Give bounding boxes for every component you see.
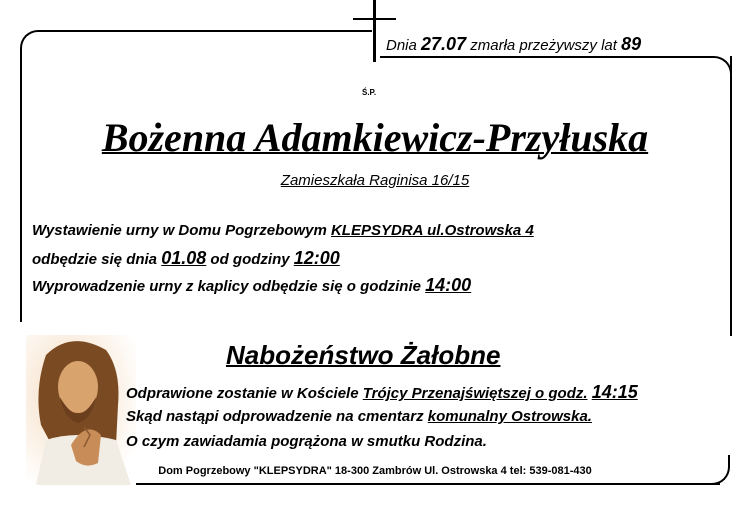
service-line1-prefix: Odprawione zostanie w Kościele	[126, 385, 359, 402]
urn-line2-prefix: odbędzie się dnia	[32, 251, 158, 268]
urn-line-3	[32, 275, 471, 296]
service-line-2	[126, 408, 592, 425]
urn-line-2	[32, 248, 340, 269]
urn-time-departure: 14:00	[425, 275, 472, 295]
age: 89	[621, 34, 642, 54]
service-line-1	[126, 382, 638, 403]
frame-bottom-line	[120, 483, 720, 485]
sp-label: Ś.P.	[362, 88, 377, 97]
cemetery-name: komunalny Ostrowska.	[427, 408, 592, 425]
cross-horizontal	[353, 18, 396, 20]
service-time: 14:15	[591, 382, 638, 402]
urn-line3-prefix: Wyprowadzenie urny z kaplicy odbędzie się o godzinie	[32, 278, 421, 295]
service-line-3: O czym zawiadamia pogrążona w smutku Rodzina.	[126, 433, 487, 450]
death-middle: zmarła przeżywszy lat	[470, 37, 617, 54]
urn-line-1	[32, 222, 534, 239]
church-name: Trójcy Przenajświętszej o godz.	[362, 385, 588, 402]
service-title: Nabożeństwo Żałobne	[226, 340, 501, 370]
cross-vertical	[373, 0, 376, 62]
urn-time-from: 12:00	[293, 248, 340, 268]
praying-jesus-image	[26, 335, 136, 485]
death-date: 27.07	[421, 34, 467, 54]
death-prefix: Dnia	[386, 37, 417, 54]
urn-line2-middle: od godziny	[210, 251, 290, 268]
death-info	[386, 34, 641, 55]
footer-contact: Dom Pogrzebowy "KLEPSYDRA" 18-300 Zambrów Ul. Ostrowska 4 tel: 539-081-430	[158, 465, 592, 477]
funeral-home-link: KLEPSYDRA ul.Ostrowska 4	[330, 222, 534, 239]
urn-line1-prefix: Wystawienie urny w Domu Pogrzebowym	[32, 222, 327, 239]
deceased-address: Zamieszkała Raginisa 16/15	[280, 172, 470, 189]
deceased-name: Bożenna Adamkiewicz-Przyłuska	[101, 115, 649, 160]
urn-date: 01.08	[161, 248, 207, 268]
service-line2-prefix: Skąd nastąpi odprowadzenie na cmentarz	[126, 408, 424, 425]
